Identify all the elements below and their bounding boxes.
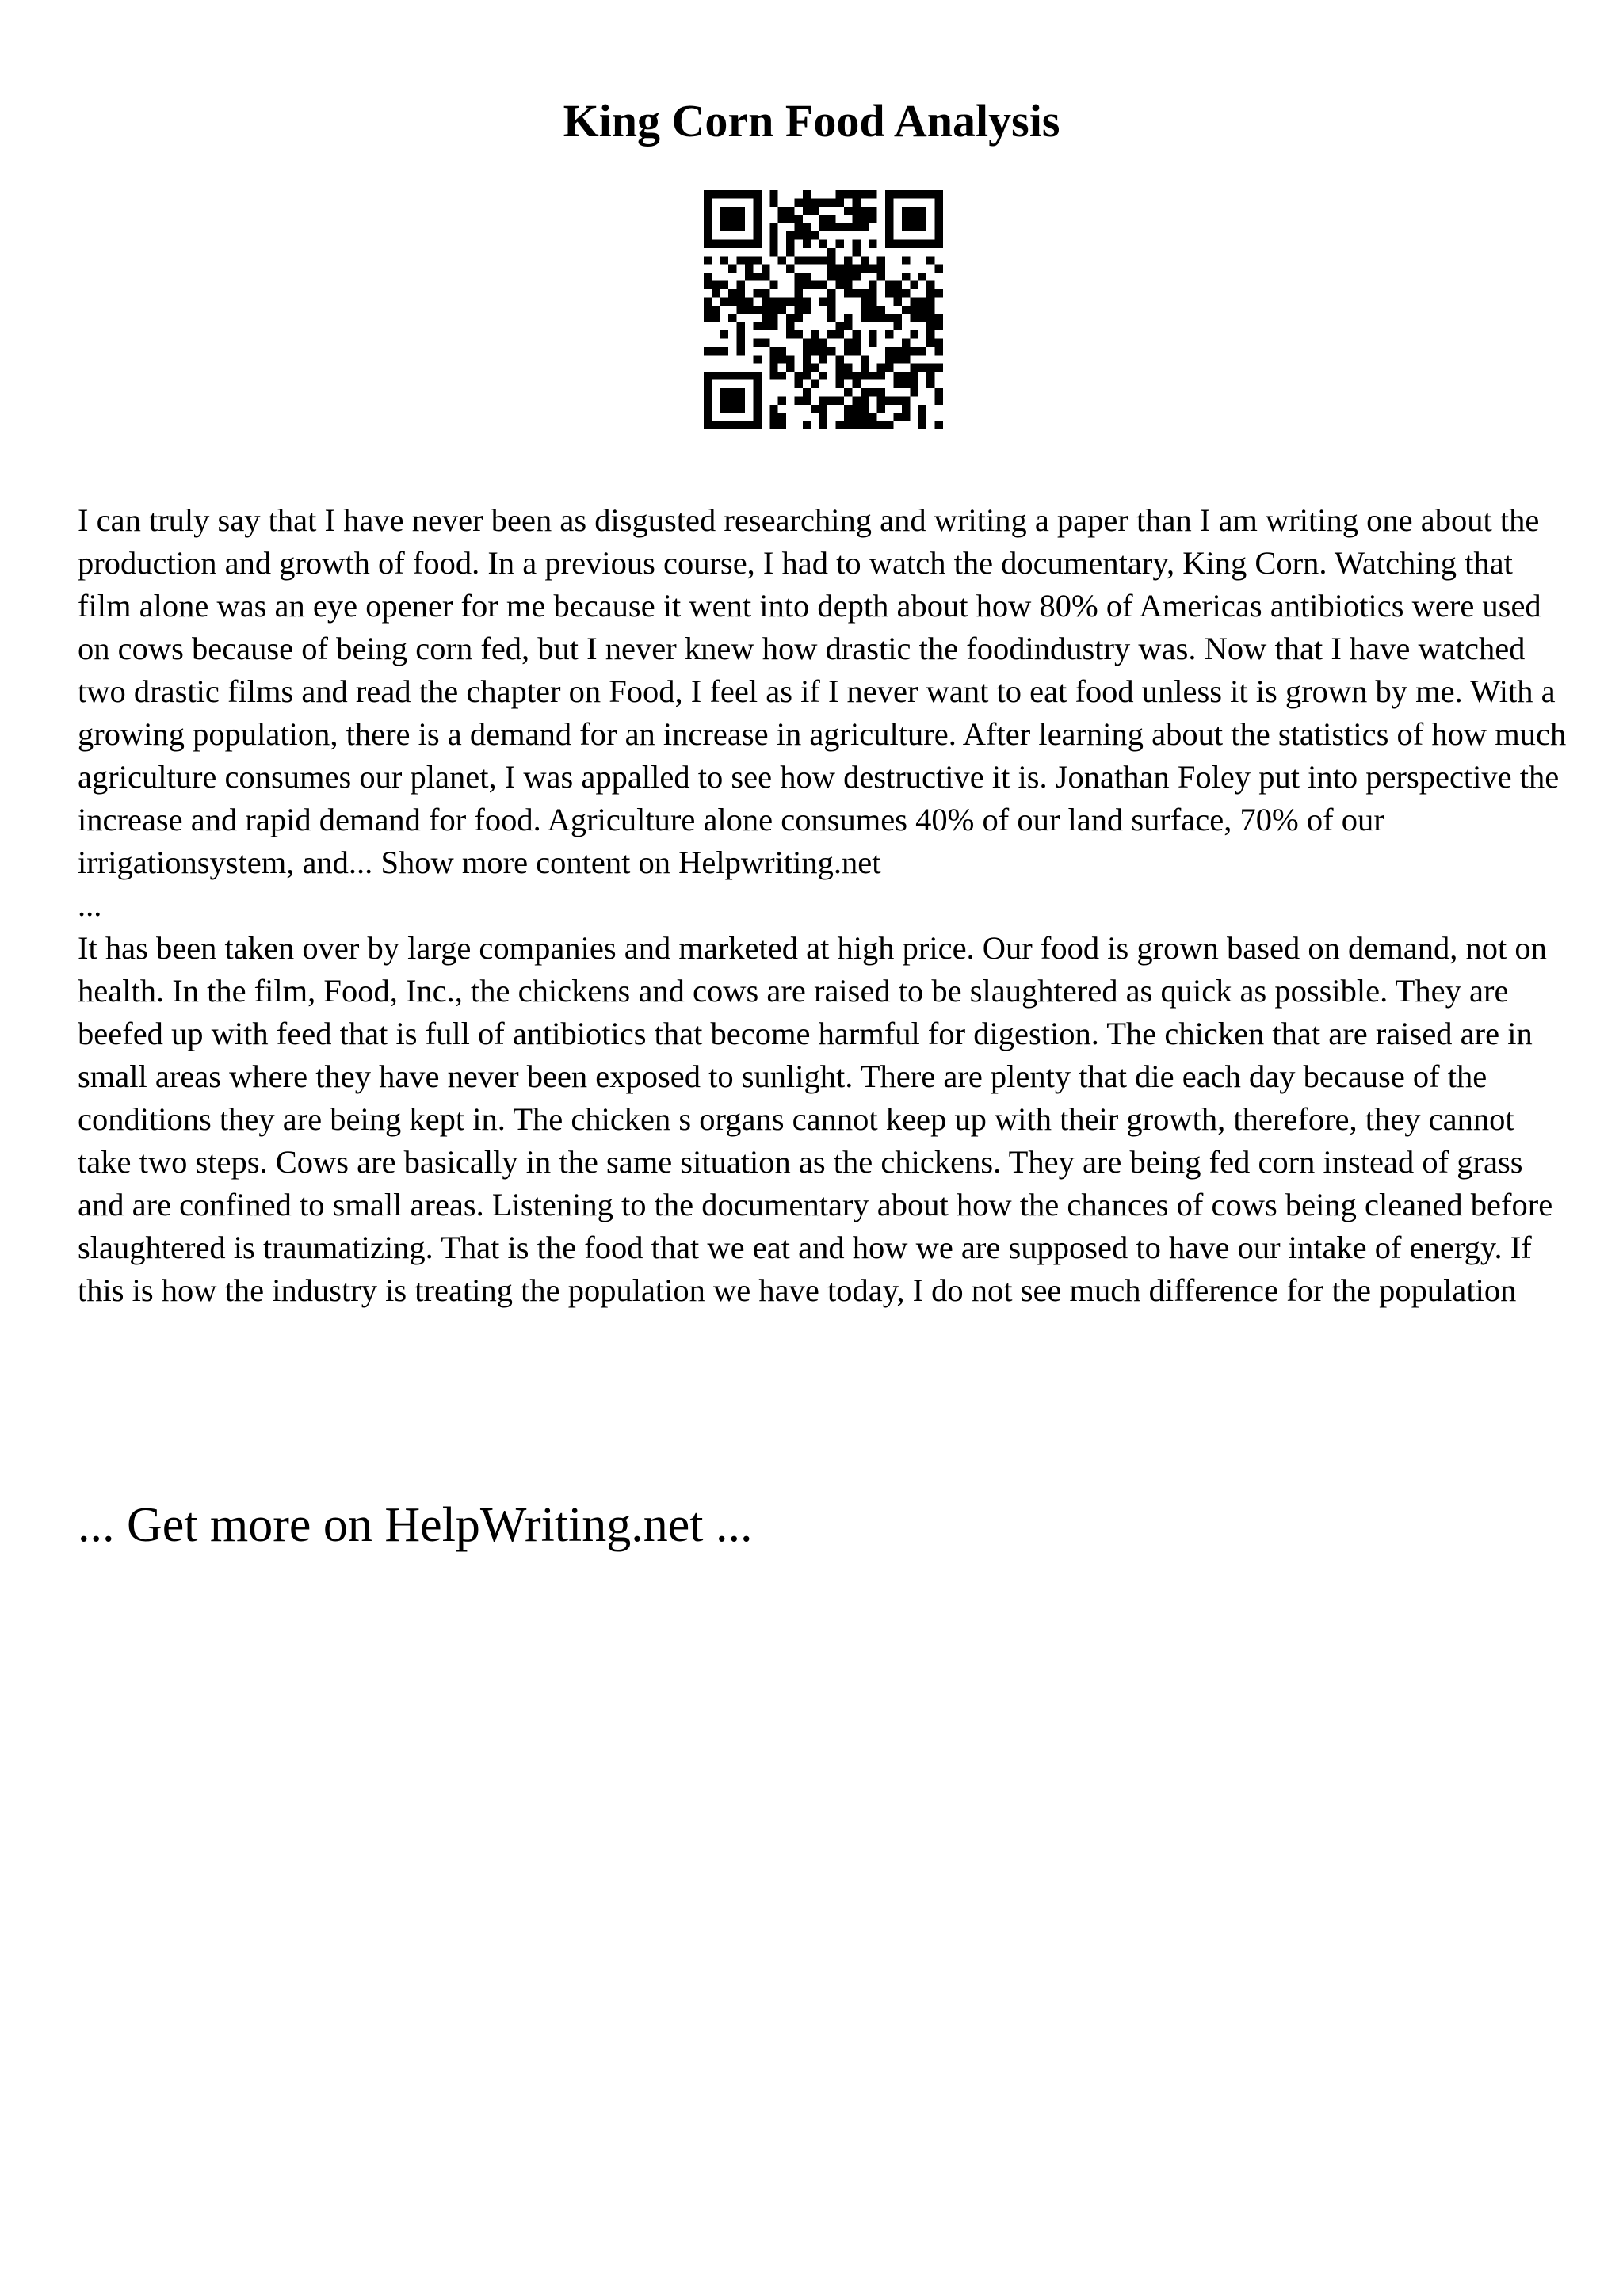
paragraph-2: It has been taken over by large companies and marketed at high price. Our food is grown based on demand, not on health. In the film, Food, Inc., the chickens and cows are raised to be slaughtered as quick as possible. They are beefed up with feed that is full of antibiotics that become harmful for digestion. The chicken that are raised are in small areas where they have never been exposed to sunlight. There are plenty that die each day because of the conditions they are being kept in. The chicken s organs cannot keep up with their growth, therefore, they cannot take two steps. Cows are basically in the same situation as the chickens. They are being fed corn instead of grass and are confined to small areas. Listening to the documentary about how the chances of cows being cleaned before slaughtered is traumatizing. That is the food that we eat and how we are supposed to have our intake of energy. If this is how the industry is treating the population we have today, I do not see much difference for the population — [78, 930, 1553, 1308]
ellipsis-separator: ... — [78, 887, 102, 923]
show-more-link[interactable]: Show more content on Helpwriting.net — [380, 845, 881, 880]
paragraph-1-text: I can truly say that I have never been as disgusted researching and writing a paper than I am writing one about the production and growth of food. In a previous course, I had to watch the documentary, King Corn. Watching that film alone was an eye opener for me because it went into depth about how 80% of Americas antibiotics were used on cows because of being corn fed, but I never knew how drastic the foodindustry was. Now that I have watched two drastic films and read the chapter on Food, I feel as if I never want to eat food unless it is grown by me. With a growing population, there is a demand for an increase in agriculture. After learning about the statistics of how much agriculture consumes our planet, I was appalled to see how destructive it is. Jonathan Foley put into perspective the increase and rapid demand for food. Agriculture alone consumes 40% of our land surface, 70% of our irrigationsystem, and... — [78, 502, 1567, 880]
document-title: King Corn Food Analysis — [563, 95, 1060, 147]
qr-code-icon — [704, 190, 943, 429]
document-body — [78, 499, 1568, 1312]
get-more-link[interactable]: ... Get more on HelpWriting.net ... — [78, 1498, 753, 1552]
paragraph-1 — [78, 499, 1568, 884]
